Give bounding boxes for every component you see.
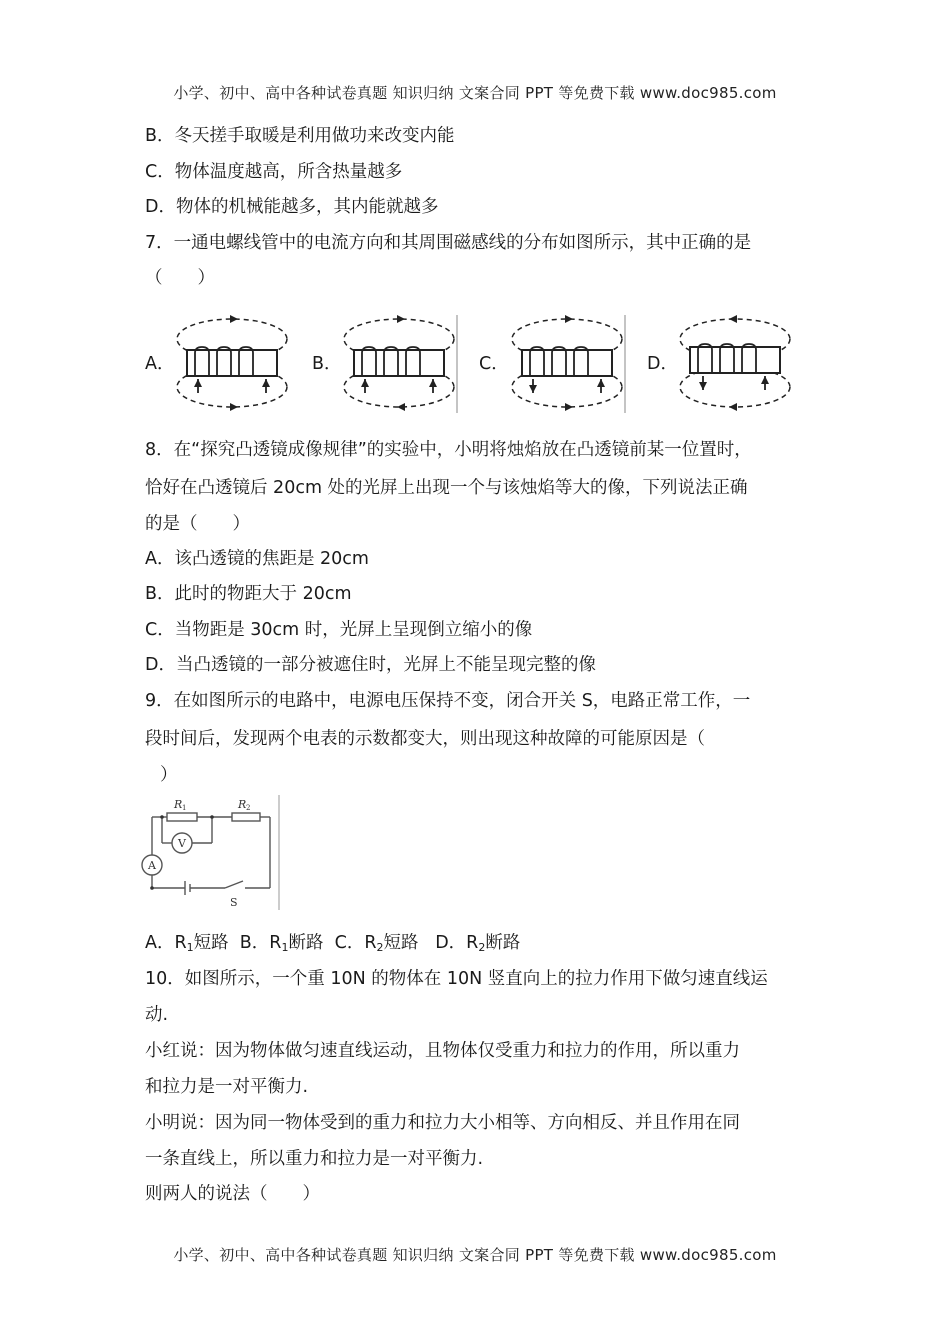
q9-option-c: C．$R_2$短路 [334, 933, 419, 954]
page-header: 小学、初中、高中各种试卷真题 知识归纳 文案合同 PPT 等免费下载 www.doc985.com [173, 84, 777, 102]
q7-label-a: A． [145, 354, 175, 374]
r2-subscript: 2 [246, 804, 251, 812]
q7-figure-c [505, 315, 630, 415]
q9-stem-line2: 段时间后，发现两个电表的示数都变大，则出现这种故障的可能原因是（ [145, 729, 705, 749]
q6-option-c: C．物体温度越高，所含热量越多 [145, 162, 403, 182]
q9-option-b: B．$R_1$断路 [239, 933, 324, 954]
q8-stem-line1: 8．在“探究凸透镜成像规律”的实验中，小明将烛焰放在凸透镜前某一位置时， [145, 440, 752, 460]
q7-figure-b [337, 315, 462, 415]
q10-xiaoming-line1: 小明说：因为同一物体受到的重力和拉力大小相等、方向相反、并且作用在同 [145, 1113, 740, 1133]
q10-final-question: 则两人的说法（ ） [145, 1184, 320, 1204]
voltmeter-label: V [178, 837, 186, 850]
q8-stem-line3: 的是（ ） [145, 514, 250, 534]
q8-stem-line2: 恰好在凸透镜后 20cm 处的光屏上出现一个与该烛焰等大的像，下列说法正确 [145, 478, 748, 498]
q9-option-a: A．$R_1$短路 [145, 933, 229, 954]
q8-option-b: B．此时的物距大于 20cm [145, 584, 352, 604]
page-footer: 小学、初中、高中各种试卷真题 知识归纳 文案合同 PPT 等免费下载 www.doc985.com [173, 1246, 777, 1264]
q7-label-d: D． [647, 354, 678, 374]
r2-label: R [238, 798, 247, 811]
q10-xiaohong-line1: 小红说：因为物体做匀速直线运动，且物体仅受重力和拉力的作用，所以重力 [145, 1041, 740, 1061]
q8-option-a: A．该凸透镜的焦距是 20cm [145, 549, 369, 569]
q7-figure-a [170, 315, 295, 415]
q10-xiaoming-line2: 一条直线上，所以重力和拉力是一对平衡力. [145, 1149, 484, 1169]
q9-options [145, 931, 520, 960]
switch-label: S [230, 896, 238, 909]
q10-xiaohong-line2: 和拉力是一对平衡力. [145, 1077, 309, 1097]
q7-stem-line1: 7．一通电螺线管中的电流方向和其周围磁感线的分布如图所示，其中正确的是 [145, 233, 752, 253]
q7-stem-line2: （ ） [145, 268, 215, 288]
q9-stem-line3: ） [160, 765, 178, 785]
q9-option-d: D．$R_2$断路 [435, 933, 521, 954]
r1-subscript: 1 [182, 804, 187, 812]
q8-option-d: D．当凸透镜的一部分被遮住时，光屏上不能呈现完整的像 [145, 655, 596, 675]
q6-option-b: B．冬天搓手取暖是利用做功来改变内能 [145, 126, 455, 146]
q9-circuit-figure [140, 795, 285, 910]
q8-option-c: C．当物距是 30cm 时，光屏上呈现倒立缩小的像 [145, 620, 533, 640]
q7-label-b: B． [312, 354, 342, 374]
q9-stem-line1: 9．在如图所示的电路中，电源电压保持不变，闭合开关 S，电路正常工作，一 [145, 691, 751, 711]
q7-label-c: C． [479, 354, 509, 374]
q10-stem-line2: 动. [145, 1005, 169, 1025]
r1-label: R [174, 798, 183, 811]
q10-stem-line1: 10．如图所示，一个重 10N 的物体在 10N 竖直向上的拉力作用下做匀速直线运 [145, 969, 768, 989]
ammeter-label: A [148, 859, 156, 872]
q7-figure-d [673, 315, 798, 415]
q6-option-d: D．物体的机械能越多，其内能就越多 [145, 197, 439, 217]
